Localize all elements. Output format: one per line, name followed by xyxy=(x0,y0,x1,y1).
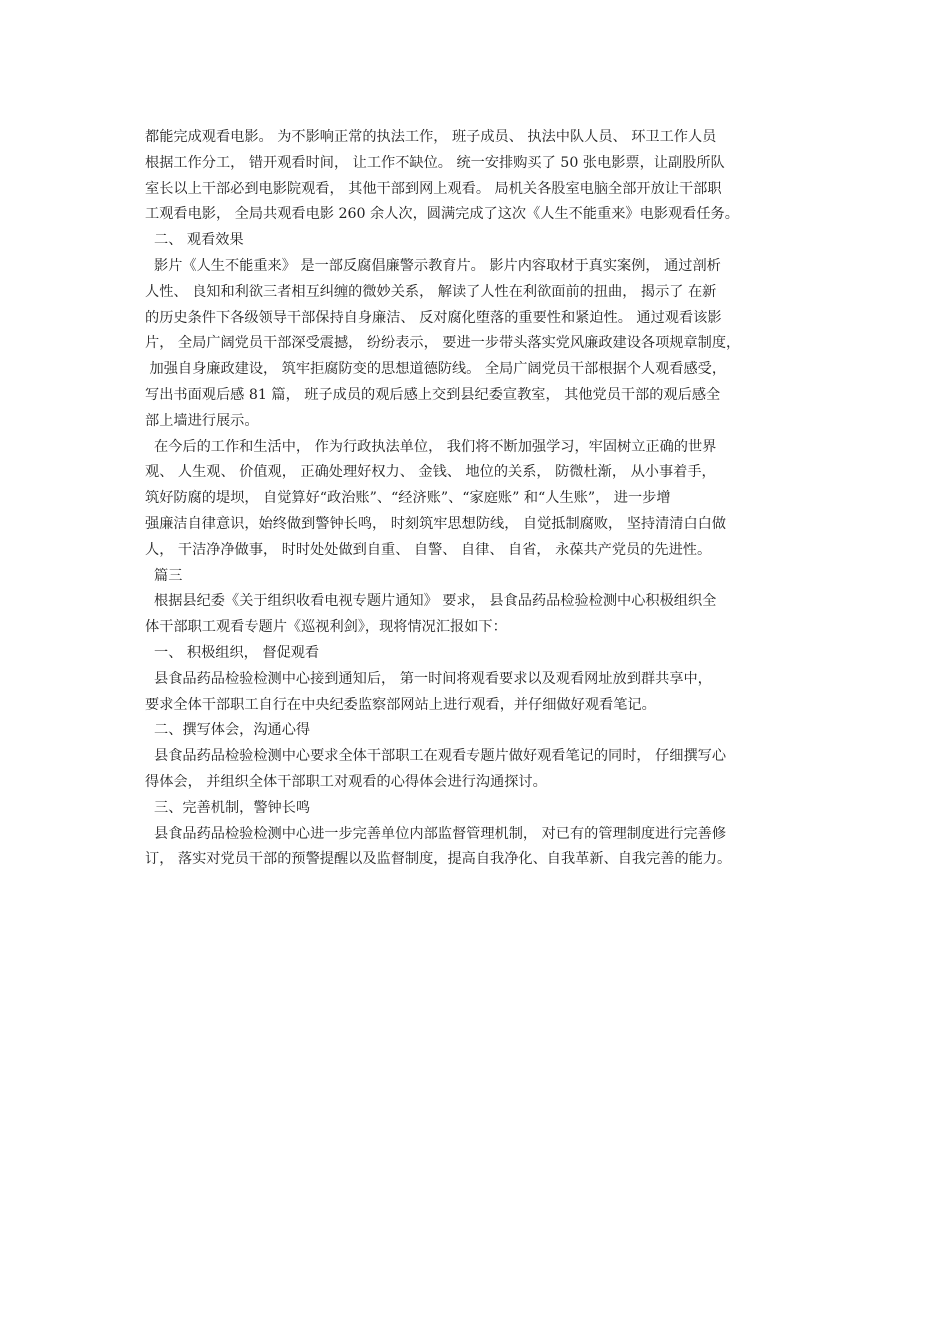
text-line: 得体会， 并组织全体干部职工对观看的心得体会进行沟通探讨。 xyxy=(145,773,547,790)
section-heading: 一、 积极组织， 督促观看 xyxy=(145,644,320,661)
text-line: 加强自身廉政建设， 筑牢拒腐防变的思想道德防线。 全局广阔党员干部根据个人观看感受， xyxy=(145,361,727,378)
text-line: 要求全体干部职工自行在中央纪委监察部网站上进行观看，并仔细做好观看笔记。 xyxy=(145,696,656,713)
document-body xyxy=(145,125,815,873)
section-heading: 三、完善机制，警钟长鸣 xyxy=(145,799,311,816)
text-line: 县食品药品检验检测中心进一步完善单位内部监督管理机制， 对已有的管理制度进行完善修 xyxy=(145,825,727,842)
text-line: 体干部职工观看专题片《巡视利剑》，现将情况汇报如下： xyxy=(145,619,507,636)
text-line: 片， 全局广阔党员干部深受震撼， 纷纷表示， 要进一步带头落实党风廉政建设各项规章制度， xyxy=(145,335,741,352)
text-line: 订， 落实对党员干部的预警提醒以及监督制度，提高自我净化、自我革新、自我完善的能力。 xyxy=(145,851,732,868)
text-line: 在今后的工作和生活中， 作为行政执法单位， 我们将不断加强学习，牢固树立正确的世界 xyxy=(145,438,717,455)
section-heading: 二、撰写体会，沟通心得 xyxy=(145,722,311,739)
section-heading: 二、 观看效果 xyxy=(145,232,244,249)
section-heading: 篇三 xyxy=(145,567,183,584)
text-line: 人， 干洁净净做事， 时时处处做到自重、 自警、 自律、 自省， 永葆共产党员的先进性。 xyxy=(145,541,712,558)
text-line: 观、 人生观、 价值观， 正确处理好权力、 金钱、 地位的关系， 防微杜渐， 从小事着手， xyxy=(145,464,716,481)
text-line: 工观看电影， 全局共观看电影 260 余人次，圆满完成了这次《人生不能重来》电影观看任务。 xyxy=(145,206,739,223)
text-line: 县食品药品检验检测中心接到通知后， 第一时间将观看要求以及观看网址放到群共享中， xyxy=(145,670,712,687)
text-line: 都能完成观看电影。 为不影响正常的执法工作， 班子成员、 执法中队人员、 环卫工作人员 xyxy=(145,129,717,145)
text-line: 县食品药品检验检测中心要求全体干部职工在观看专题片做好观看笔记的同时， 仔细撰写心 xyxy=(145,748,727,765)
text-line: 部上墙进行展示。 xyxy=(145,412,259,429)
text-line: 人性、 良知和利欲三者相互纠缠的微妙关系， 解读了人性在利欲面前的扭曲， 揭示了 在新 xyxy=(145,283,717,300)
text-line: 的历史条件下各级领导干部保持自身廉洁、 反对腐化堕落的重要性和紧迫性。 通过观看该影 xyxy=(145,309,722,326)
text-line: 写出书面观后感 81 篇， 班子成员的观后感上交到县纪委宣教室， 其他党员干部的观后感全 xyxy=(145,386,721,403)
text-line: 根据工作分工， 错开观看时间， 让工作不缺位。 统一安排购买了 50 张电影票，让副股所队 xyxy=(145,154,725,171)
text-line: 筑好防腐的堤坝， 自觉算好“政治账”、“经济账”、“家庭账” 和“人生账”， 进一步增 xyxy=(145,490,671,507)
text-line: 强廉洁自律意识，始终做到警钟长鸣， 时刻筑牢思想防线， 自觉抵制腐败， 坚持清清白白做 xyxy=(145,515,727,532)
text-line: 根据县纪委《关于组织收看电视专题片通知》 要求， 县食品药品检验检测中心积极组织全 xyxy=(145,593,717,610)
text-line: 影片《人生不能重来》 是一部反腐倡廉警示教育片。 影片内容取材于真实案例， 通过剖析 xyxy=(145,257,721,274)
text-line: 室长以上干部必到电影院观看， 其他干部到网上观看。 局机关各股室电脑全部开放让干部职 xyxy=(145,180,722,197)
